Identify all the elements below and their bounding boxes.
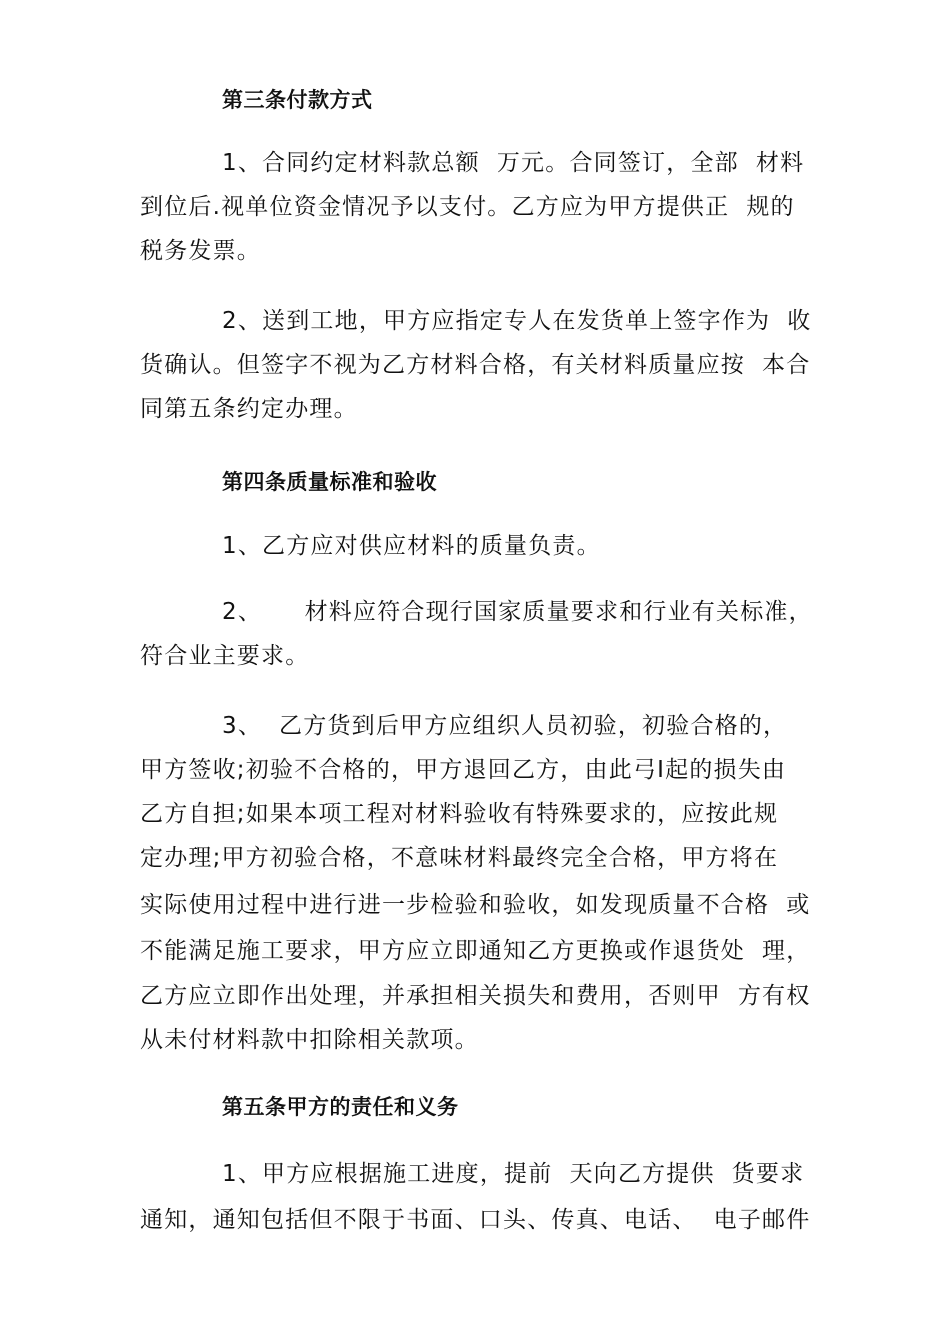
paragraph-line: 通知，通知包括但不限于书面、口头、传真、电话、 电子邮件 [140, 1207, 811, 1233]
paragraph-line: 同第五条约定办理。 [140, 396, 358, 422]
paragraph-line: 税务发票。 [140, 238, 261, 264]
paragraph-line: 2、送到工地，甲方应指定专人在发货单上签字作为 收 [222, 308, 812, 334]
paragraph-line: 甲方签收;初验不合格的，甲方退回乙方，由此弓I起的损失由 [140, 757, 787, 783]
paragraph-line: 2、 材料应符合现行国家质量要求和行业有关标准， [222, 599, 813, 625]
paragraph-line: 定办理;甲方初验合格，不意味材料最终完全合格，甲方将在 [140, 845, 779, 871]
paragraph-line: 从未付材料款中扣除相关款项。 [140, 1027, 479, 1053]
paragraph-line: 1、合同约定材料款总额 万元。合同签订，全部 材料 [222, 150, 805, 176]
paragraph-line: 符合业主要求。 [140, 643, 310, 669]
paragraph-line: 1、甲方应根据施工进度，提前 天向乙方提供 货要求 [222, 1161, 805, 1187]
paragraph-line: 3、 乙方货到后甲方应组织人员初验，初验合格的， [222, 713, 788, 739]
section-heading-quality: 第四条质量标准和验收 [222, 470, 437, 494]
paragraph-line: 到位后.视单位资金情况予以支付。乙方应为甲方提供正 规的 [140, 194, 795, 220]
paragraph-line: 不能满足施工要求，甲方应立即通知乙方更换或作退货处 理， [140, 938, 811, 964]
section-heading-party-a-duties: 第五条甲方的责任和义务 [222, 1095, 459, 1119]
paragraph-line: 实际使用过程中进行进一步检验和验收，如发现质量不合格 或 [140, 892, 811, 918]
paragraph-line: 货确认。但签字不视为乙方材料合格，有关材料质量应按 本合 [140, 352, 811, 378]
paragraph-line: 1、乙方应对供应材料的质量负责。 [222, 533, 601, 559]
paragraph-line: 乙方自担;如果本项工程对材料验收有特殊要求的，应按此规 [140, 801, 779, 827]
section-heading-payment: 第三条付款方式 [222, 88, 373, 112]
paragraph-line: 乙方应立即作出处理，并承担相关损失和费用，否则甲 方有权 [140, 983, 811, 1009]
